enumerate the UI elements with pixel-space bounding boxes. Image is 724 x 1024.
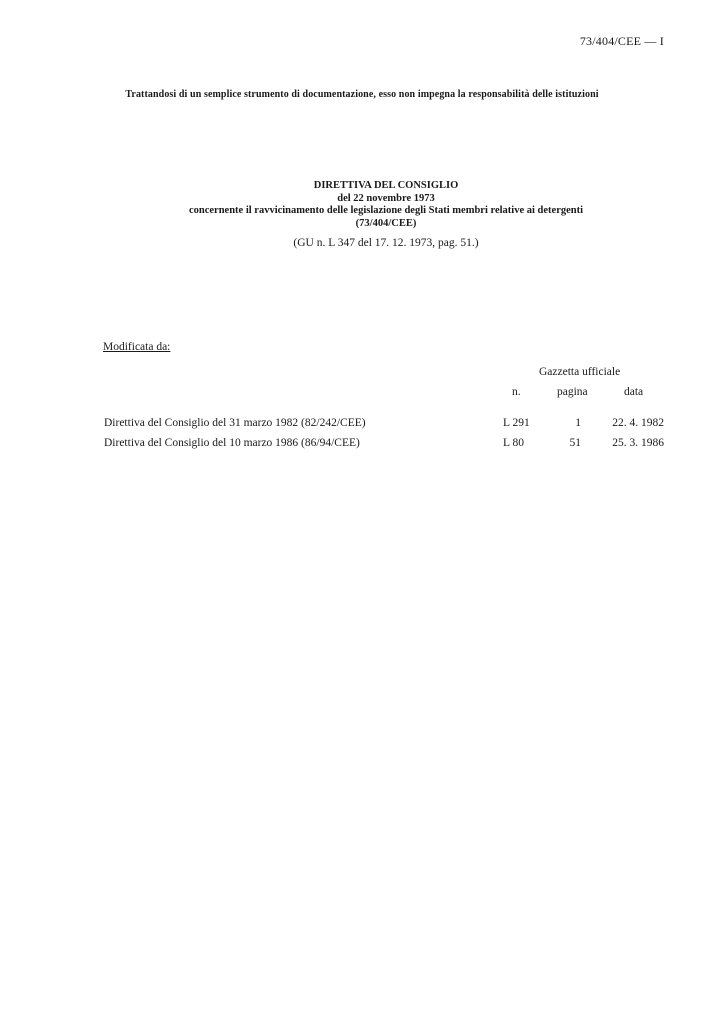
amendment-row bbox=[0, 417, 724, 433]
amendment-description: Direttiva del Consiglio del 31 marzo 1982 (82/242/CEE) bbox=[104, 417, 366, 429]
page-reference: 73/404/CEE — I bbox=[579, 34, 664, 48]
column-header-date: data bbox=[624, 386, 644, 398]
title-line-directive: DIRETTIVA DEL CONSIGLIO bbox=[313, 180, 459, 191]
amendment-row bbox=[0, 437, 724, 453]
title-line-date: del 22 novembre 1973 bbox=[337, 192, 435, 204]
amendment-number: L 80 bbox=[503, 437, 524, 449]
official-journal-reference: (GU n. L 347 del 17. 12. 1973, pag. 51.) bbox=[293, 237, 479, 249]
amendment-date: 25. 3. 1986 bbox=[612, 437, 664, 449]
amendment-page: 51 bbox=[569, 437, 581, 449]
amended-by-label: Modificata da: bbox=[103, 341, 171, 353]
amendment-number: L 291 bbox=[503, 417, 530, 429]
column-header-number: n. bbox=[512, 386, 521, 398]
amendment-date: 22. 4. 1982 bbox=[612, 417, 664, 429]
title-line-subject: concernente il ravvicinamento delle legislazione degli Stati membri relative ai detergenti bbox=[188, 205, 584, 216]
directive-title bbox=[0, 180, 724, 230]
title-line-reference: (73/404/CEE) bbox=[355, 217, 417, 229]
amendment-description: Direttiva del Consiglio del 10 marzo 1986 (86/94/CEE) bbox=[104, 437, 360, 449]
gazette-header: Gazzetta ufficiale bbox=[539, 366, 621, 378]
disclaimer-text: Trattandosi di un semplice strumento di documentazione, esso non impegna la responsabilità delle istituzioni bbox=[125, 89, 599, 100]
column-header-page: pagina bbox=[557, 386, 588, 398]
amendment-page: 1 bbox=[575, 417, 581, 429]
